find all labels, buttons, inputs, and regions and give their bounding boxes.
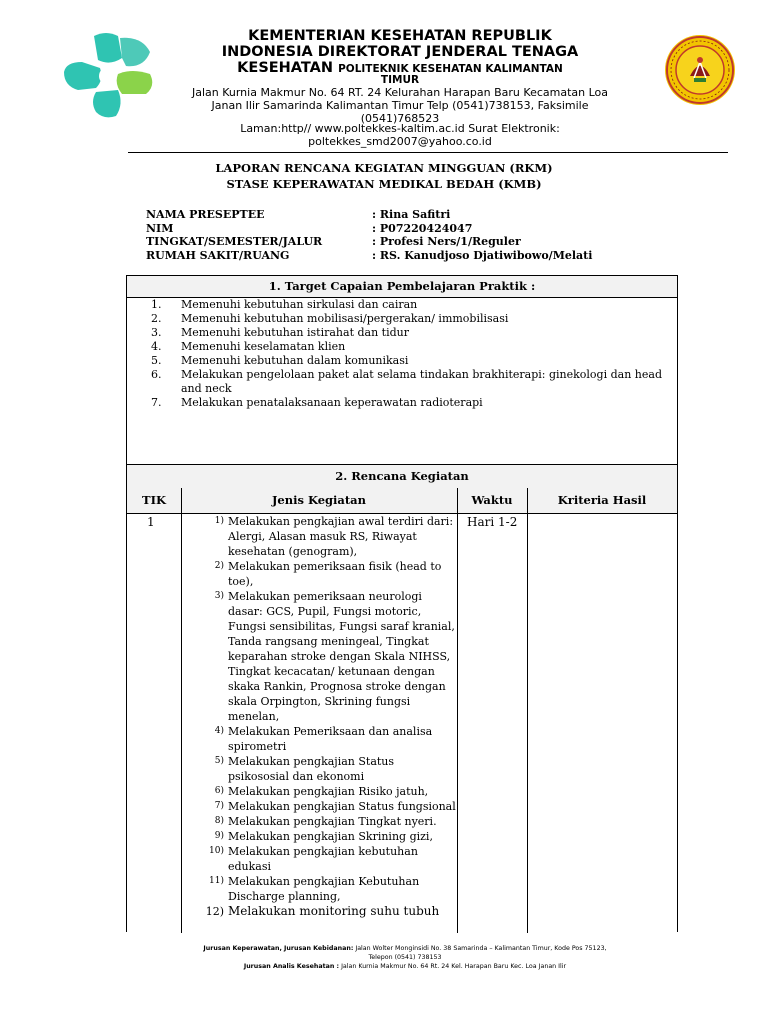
list-item: 5. Memenuhi kebutuhan dalam komunikasi [151, 354, 409, 367]
identity-row: NIM : P07220424047 [146, 221, 473, 235]
institution-contact: Laman:http// www.poltekkes-kaltim.ac.id Surat Elektronik: poltekkes_smd2007@yahoo.co.id [240, 122, 560, 148]
list-item: 2. Memenuhi kebutuhan mobilisasi/pergerakan/ immobilisasi [151, 312, 509, 325]
column-header-waktu: Waktu [471, 493, 513, 507]
institution-address: Jalan Kurnia Makmur No. 64 RT. 24 Kelurahan Harapan Baru Kecamatan Loa Janan Ilir Samarinda Kalimantan Timur Telp (0541)738153, Faksimile (0541)768523 [191, 86, 609, 125]
list-item: 1) Melakukan pengkajian awal terdiri dari: Alergi, Alasan masuk RS, Riwayat kesehatan (genogram), [214, 515, 454, 558]
column-divider [527, 488, 528, 933]
identity-row: RUMAH SAKIT/RUANG : RS. Kanudjoso Djatiwibowo/Melati [146, 248, 593, 262]
report-title: LAPORAN RENCANA KEGIATAN MINGGUAN (RKM) STASE KEPERAWATAN MEDIKAL BEDAH (KMB) [215, 161, 553, 191]
page-footer: Jurusan Keperawatan, Jurusan Kebidanan: Jalan Wolter Monginsidi No. 38 Samarinda – Kalimantan Timur, Kode Pos 75123, Telepon (0541) 738153 Jurusan Analis Kesehatan : Jalan Kurnia Makmur No. 64 Rt. 24 Kel. Harapan Baru Kec. Loa Janan Ilir [203, 945, 607, 970]
activity-list [200, 514, 456, 919]
identity-row: TINGKAT/SEMESTER/JALUR : Profesi Ners/1/Reguler [146, 235, 521, 248]
list-item: 11) Melakukan pengkajian Kebutuhan Discharge planning, [209, 875, 420, 903]
list-item: 8) Melakukan pengkajian Tingkat nyeri. [214, 815, 437, 828]
ministry-title: KEMENTERIAN KESEHATAN REPUBLIK INDONESIA DIREKTORAT JENDERAL TENAGA KESEHATAN POLITEKNIK KESEHATAN KALIMANTAN [221, 28, 579, 76]
list-item: 10) Melakukan pengkajian kebutuhan edukasi [209, 845, 418, 873]
waktu-value: Hari 1-2 [467, 515, 518, 529]
learning-targets-table [126, 275, 678, 465]
list-item: 9) Melakukan pengkajian Skrining gizi, [214, 830, 433, 843]
learning-targets-heading: 1. Target Capaian Pembelajaran Praktik : [127, 276, 677, 298]
header-divider [128, 152, 728, 153]
list-item: 7) Melakukan pengkajian Status fungsional [214, 800, 456, 813]
tik-value: 1 [147, 515, 155, 529]
column-divider [181, 488, 182, 933]
list-item: 4) Melakukan Pemeriksaan dan analisa spirometri [214, 725, 433, 753]
list-item: 12) Melakukan monitoring suhu tubuh [205, 904, 440, 918]
identity-block [146, 208, 626, 262]
kemenkes-logo-icon [60, 28, 160, 120]
list-item: 6. Melakukan pengelolaan paket alat selama tindakan brakhiterapi: ginekologi dan head and neck [151, 368, 662, 395]
list-item: 2) Melakukan pemeriksaan fisik (head to toe), [214, 560, 442, 588]
column-header-jenis-kegiatan: Jenis Kegiatan [271, 493, 366, 507]
poltekkes-seal-icon [664, 34, 736, 106]
column-header-tik: TIK [142, 493, 166, 507]
learning-targets-list [127, 298, 677, 410]
list-item: 1. Memenuhi kebutuhan sirkulasi dan cairan [151, 298, 418, 311]
list-item: 7. Melakukan penatalaksanaan keperawatan radioterapi [151, 396, 483, 409]
list-item: 5) Melakukan pengkajian Status psikososial dan ekonomi [214, 755, 395, 783]
column-header-kriteria-hasil: Kriteria Hasil [557, 493, 647, 507]
activity-plan-heading: 2. Rencana Kegiatan [127, 465, 677, 489]
list-item: 4. Memenuhi keselamatan klien [151, 340, 346, 353]
list-item: 3) Melakukan pemeriksaan neurologi dasar: GCS, Pupil, Fungsi motoric, Fungsi sensibilitas, Fungsi saraf kranial, Tanda rangsang meningeal, Tingkat keparahan stroke dengan Skala NIHSS, Tingkat kecacatan/ ketunaan dengan skaka Rankin, Prognosa stroke dengan skala Orpington, Skrining fungsi menelan, [214, 590, 455, 723]
identity-row: NAMA PRESEPTEE : Rina Safitri [146, 208, 451, 221]
column-divider [457, 488, 458, 933]
list-item: 3. Memenuhi kebutuhan istirahat dan tidur [151, 326, 409, 339]
institution-name: TIMUR [380, 74, 420, 86]
list-item: 6) Melakukan pengkajian Risiko jatuh, [214, 785, 429, 798]
